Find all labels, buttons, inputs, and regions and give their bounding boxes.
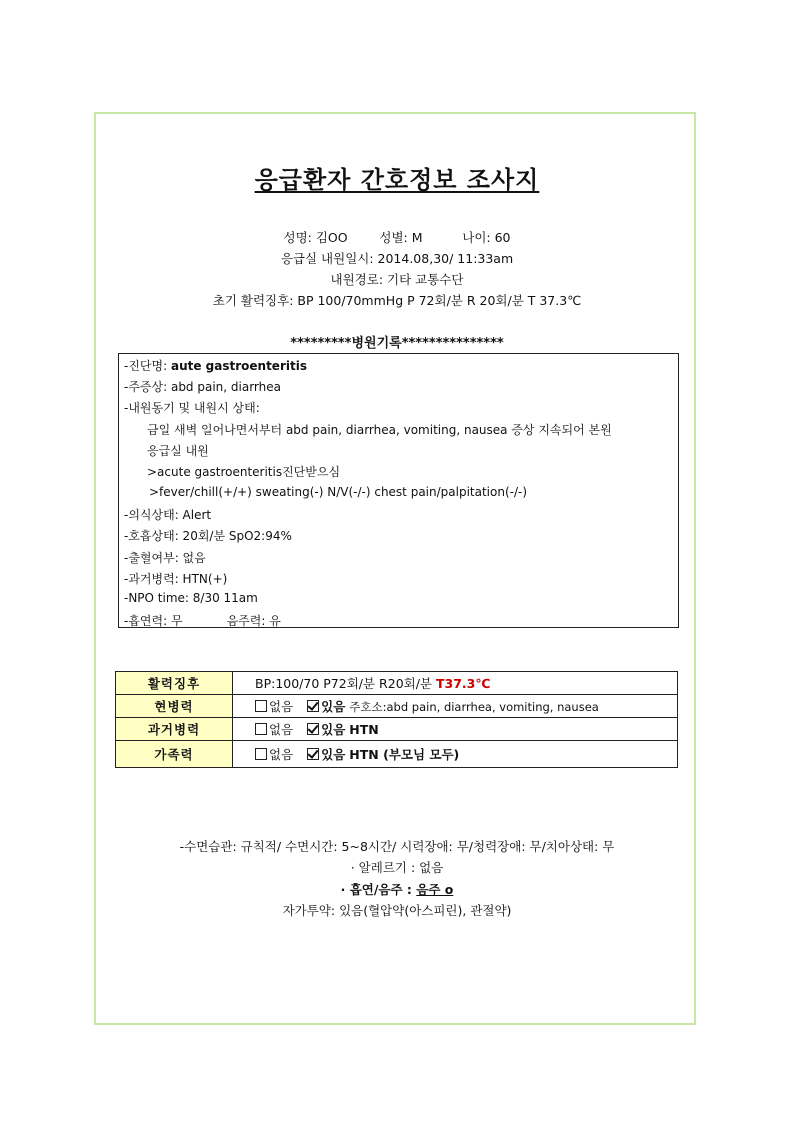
family-history-value: 없음 있음 HTN (부모님 모두) — [233, 741, 678, 768]
allergy: · 알레르기 : 없음 — [350, 860, 444, 875]
record-respiration: -호흡상태: 20회/분 SpO2:94% — [124, 529, 292, 543]
record-past-history: -과거병력: HTN(+) — [124, 572, 228, 586]
family-no-checkbox[interactable] — [255, 748, 267, 760]
vitals-header: 활력징후 — [116, 672, 233, 695]
visit-datetime: 응급실 내원일시: 2014.08,30/ 11:33am — [280, 251, 514, 266]
nursing-info-table — [115, 671, 678, 768]
family-yes-checkbox[interactable] — [307, 748, 319, 760]
record-motive-line-3: >acute gastroenteritis진단받으심 — [147, 465, 341, 479]
initial-vitals: 초기 활력징후: BP 100/70mmHg P 72회/분 R 20회/분 T 37.3℃ — [212, 293, 582, 308]
hospital-record-box — [118, 353, 679, 628]
past-history-header: 과거병력 — [116, 718, 233, 741]
record-bleeding: -출혈여부: 없음 — [124, 551, 206, 565]
hospital-record-heading: *********병원기록*************** — [290, 336, 504, 351]
smoking-drinking: · 흡연/음주 : 음주 o — [340, 882, 454, 897]
past-no-checkbox[interactable] — [255, 723, 267, 735]
vitals-value: BP:100/70 P72회/분 R20회/분 T37.3℃ — [233, 672, 678, 695]
table-row-family-history — [116, 741, 678, 768]
table-row-vitals — [116, 672, 678, 695]
record-chief-complaint: -주증상: abd pain, diarrhea — [124, 380, 281, 394]
past-yes-checkbox[interactable] — [307, 723, 319, 735]
record-diagnosis: -진단명: aute gastroenteritis — [124, 359, 307, 373]
record-consciousness: -의식상태: Alert — [124, 508, 212, 522]
patient-age: 나이: 60 — [462, 230, 511, 245]
patient-basic-info — [0, 228, 794, 246]
temperature-value: T37.3℃ — [435, 676, 491, 691]
present-illness-value: 없음 있음 주호소:abd pain, diarrhea, vomiting, nausea — [233, 695, 678, 718]
sleep-habits: -수면습관: 규칙적/ 수면시간: 5~8시간/ 시력장애: 무/청력장애: 무/치아상태: 무 — [179, 839, 615, 854]
present-illness-header: 현병력 — [116, 695, 233, 718]
table-row-past-history — [116, 718, 678, 741]
page-title: 응급환자 간호정보 조사지 — [254, 166, 540, 194]
record-smoking-drinking: -흡연력: 무 음주력: 유 — [124, 614, 281, 628]
record-npo-time: -NPO time: 8/30 11am — [124, 591, 258, 605]
visit-route: 내원경로: 기타 교통수단 — [330, 272, 464, 287]
family-history-header: 가족력 — [116, 741, 233, 768]
past-history-value: 없음 있음 HTN — [233, 718, 678, 741]
table-row-present-illness — [116, 695, 678, 718]
patient-name: 성명: 김OO — [283, 230, 348, 245]
record-motive-line-2: 응급실 내원 — [147, 444, 209, 458]
record-motive-line-1: 금일 새벽 일어나면서부터 abd pain, diarrhea, vomiting, nausea 증상 지속되어 본원 — [147, 423, 612, 437]
record-motive: -내원동기 및 내원시 상태: — [124, 401, 260, 415]
self-medication: 자가투약: 있음(혈압약(아스피린), 관절약) — [282, 903, 512, 918]
patient-sex: 성별: M — [379, 230, 423, 245]
record-motive-line-4: >fever/chill(+/+) sweating(-) N/V(-/-) chest pain/palpitation(-/-) — [149, 485, 528, 499]
present-yes-checkbox[interactable] — [307, 700, 319, 712]
present-no-checkbox[interactable] — [255, 700, 267, 712]
